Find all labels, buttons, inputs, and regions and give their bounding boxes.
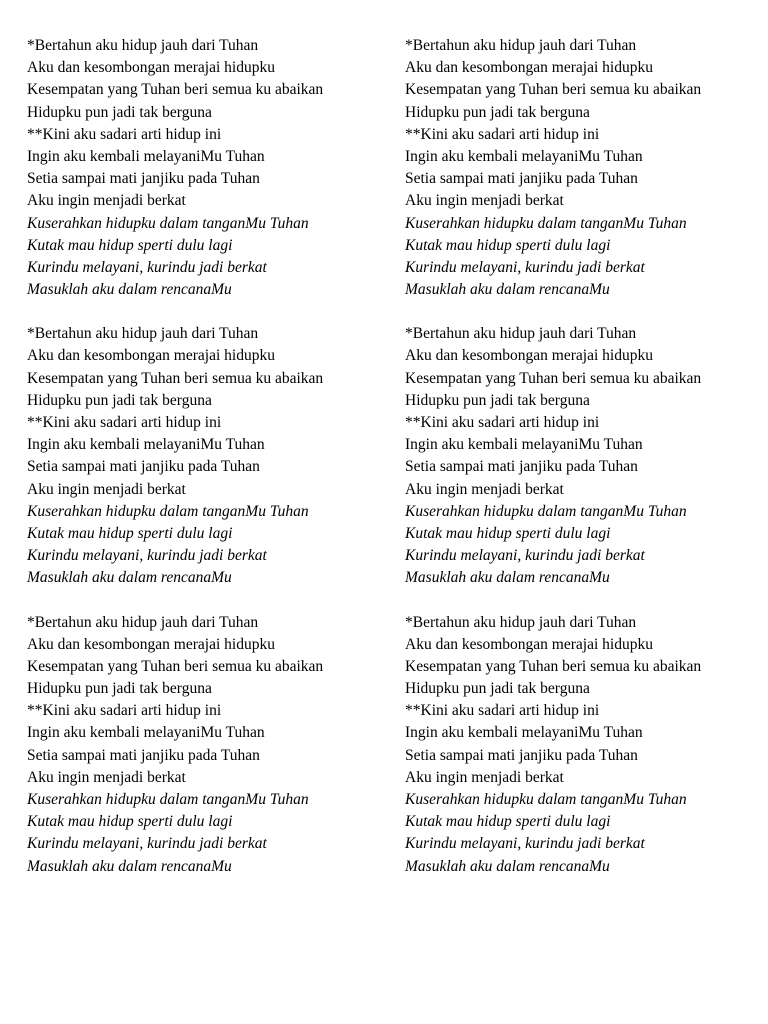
lyric-line: Setia sampai mati janjiku pada Tuhan [405,170,638,188]
lyric-line: Aku dan kesombongan merajai hidupku [405,59,653,77]
lyric-line: Ingin aku kembali melayaniMu Tuhan [27,436,265,454]
lyric-line: Setia sampai mati janjiku pada Tuhan [27,170,260,188]
lyric-line-italic: Kutak mau hidup sperti dulu lagi [405,236,611,254]
lyric-line: Kesempatan yang Tuhan beri semua ku abaikan [27,657,324,675]
lyrics-column-right [405,35,765,900]
lyric-line-italic: Kurindu melayani, kurindu jadi berkat [27,258,267,276]
lyric-line: **Kini aku sadari arti hidup ini [27,125,222,143]
lyric-line-italic: Kurindu melayani, kurindu jadi berkat [405,547,645,565]
lyric-line: *Bertahun aku hidup jauh dari Tuhan [27,37,259,54]
lyric-line: Setia sampai mati janjiku pada Tuhan [27,746,260,764]
lyric-line-italic: Kurindu melayani, kurindu jadi berkat [27,547,267,565]
lyric-line: Hidupku pun jadi tak berguna [405,391,590,409]
lyric-line: Kesempatan yang Tuhan beri semua ku abaikan [405,369,702,387]
lyric-line-italic: Kurindu melayani, kurindu jadi berkat [405,258,645,276]
lyric-line: Aku ingin menjadi berkat [27,768,186,786]
lyric-line: *Bertahun aku hidup jauh dari Tuhan [27,325,259,343]
lyric-line: **Kini aku sadari arti hidup ini [27,702,222,720]
lyrics-stanza [27,323,387,589]
lyrics-column-left [27,35,387,900]
lyric-line: Ingin aku kembali melayaniMu Tuhan [27,724,265,742]
lyric-line-italic: Masuklah aku dalam rencanaMu [405,569,610,587]
lyric-line: Kesempatan yang Tuhan beri semua ku abaikan [27,81,324,99]
lyric-line: Ingin aku kembali melayaniMu Tuhan [405,436,643,454]
lyric-line: Kesempatan yang Tuhan beri semua ku abaikan [405,81,702,99]
lyric-line: Ingin aku kembali melayaniMu Tuhan [405,724,643,742]
lyric-line: **Kini aku sadari arti hidup ini [405,125,600,143]
lyric-line-italic: Kutak mau hidup sperti dulu lagi [27,813,233,831]
lyric-line: *Bertahun aku hidup jauh dari Tuhan [405,37,637,54]
lyric-line-italic: Kutak mau hidup sperti dulu lagi [27,236,233,254]
lyric-line-italic: Kutak mau hidup sperti dulu lagi [27,524,233,542]
lyric-line-italic: Kuserahkan hidupku dalam tanganMu Tuhan [27,214,309,232]
lyric-line: *Bertahun aku hidup jauh dari Tuhan [405,613,637,631]
lyric-line-italic: Masuklah aku dalam rencanaMu [27,857,232,875]
lyric-line: Hidupku pun jadi tak berguna [405,680,590,698]
lyric-line: Aku ingin menjadi berkat [405,480,564,498]
lyric-line-italic: Kuserahkan hidupku dalam tanganMu Tuhan [27,791,309,808]
lyric-line: **Kini aku sadari arti hidup ini [405,702,600,720]
lyric-line: Aku ingin menjadi berkat [405,192,564,210]
lyric-line: Aku ingin menjadi berkat [27,192,186,210]
lyric-line-italic: Kuserahkan hidupku dalam tanganMu Tuhan [405,502,687,520]
lyric-line-italic: Kutak mau hidup sperti dulu lagi [405,813,611,831]
lyric-line: Setia sampai mati janjiku pada Tuhan [405,746,638,764]
lyric-line-italic: Kuserahkan hidupku dalam tanganMu Tuhan [27,502,309,520]
lyric-line-italic: Masuklah aku dalam rencanaMu [405,857,610,875]
lyrics-stanza [405,323,765,589]
lyric-line: Aku ingin menjadi berkat [405,768,564,786]
lyric-line: Hidupku pun jadi tak berguna [27,680,212,698]
lyric-line-italic: Masuklah aku dalam rencanaMu [405,281,610,299]
lyric-line-italic: Kutak mau hidup sperti dulu lagi [405,524,611,542]
lyric-line: Kesempatan yang Tuhan beri semua ku abaikan [405,657,702,675]
lyric-line: Aku dan kesombongan merajai hidupku [27,347,275,365]
lyric-line: **Kini aku sadari arti hidup ini [405,414,600,431]
lyric-line-italic: Masuklah aku dalam rencanaMu [27,281,232,299]
lyric-line: *Bertahun aku hidup jauh dari Tuhan [405,325,637,343]
lyric-line-italic: Kurindu melayani, kurindu jadi berkat [405,835,645,853]
lyric-line: Setia sampai mati janjiku pada Tuhan [405,458,638,476]
lyric-line: Aku dan kesombongan merajai hidupku [405,347,653,365]
lyric-line-italic: Kuserahkan hidupku dalam tanganMu Tuhan [405,214,687,232]
lyrics-stanza [405,612,765,878]
lyrics-stanza [27,35,387,301]
lyric-line: Hidupku pun jadi tak berguna [27,391,212,409]
lyric-line: Aku ingin menjadi berkat [27,480,186,498]
lyric-line-italic: Kuserahkan hidupku dalam tanganMu Tuhan [405,791,687,808]
lyric-line: Kesempatan yang Tuhan beri semua ku abaikan [27,369,324,387]
lyric-line: Ingin aku kembali melayaniMu Tuhan [27,147,265,165]
lyric-line: Aku dan kesombongan merajai hidupku [27,59,275,77]
lyric-line: Hidupku pun jadi tak berguna [405,103,590,121]
lyric-line: Ingin aku kembali melayaniMu Tuhan [405,147,643,165]
lyric-line-italic: Masuklah aku dalam rencanaMu [27,569,232,587]
lyrics-stanza [27,612,387,878]
lyric-line: **Kini aku sadari arti hidup ini [27,414,222,431]
lyric-line: Aku dan kesombongan merajai hidupku [405,635,653,653]
lyric-line: Setia sampai mati janjiku pada Tuhan [27,458,260,476]
lyrics-stanza [405,35,765,301]
lyric-line: *Bertahun aku hidup jauh dari Tuhan [27,613,259,631]
lyric-line-italic: Kurindu melayani, kurindu jadi berkat [27,835,267,853]
lyric-line: Aku dan kesombongan merajai hidupku [27,635,275,653]
lyric-line: Hidupku pun jadi tak berguna [27,103,212,121]
